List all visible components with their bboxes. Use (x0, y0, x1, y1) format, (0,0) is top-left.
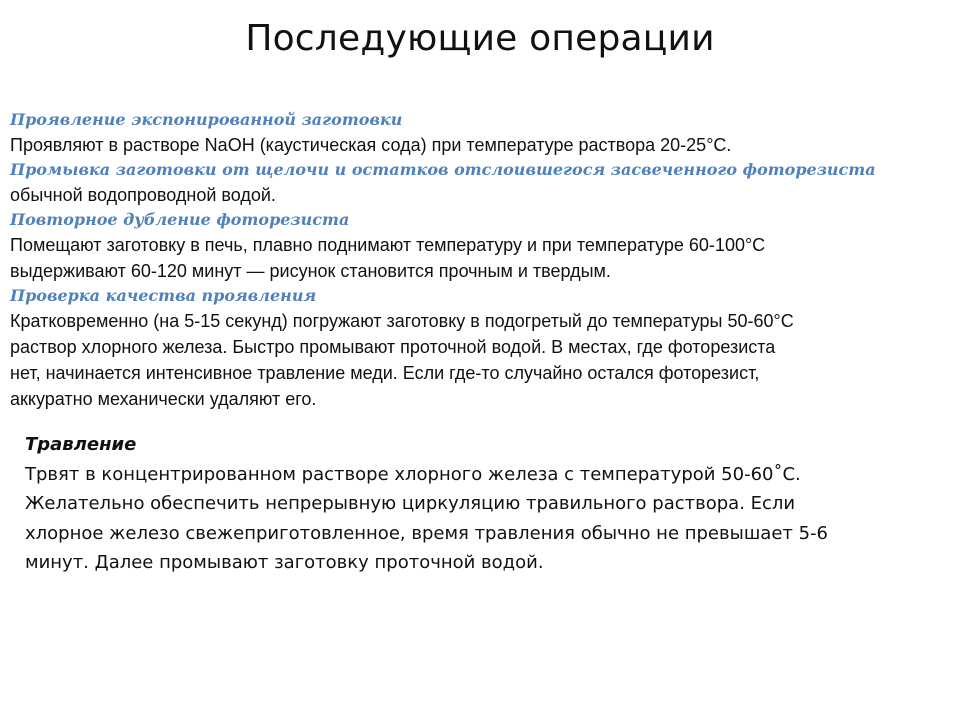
section-tanning (10, 208, 940, 284)
section-text (10, 182, 940, 208)
etching-heading: Травление (25, 434, 137, 455)
section-text (10, 132, 940, 158)
section-heading: Промывка заготовки от щелочи и остатков отслоившегося засвеченного фоторезиста (10, 160, 876, 179)
section-heading: Проверка качества проявления (10, 286, 317, 305)
text-line: минут. Далее промывают заготовку проточной водой. (25, 552, 544, 573)
etching-section (25, 430, 925, 578)
slide-title: Последующие операции (245, 18, 715, 59)
text-line: раствор хлорного железа. Быстро промывают проточной водой. В местах, где фоторезиста (10, 337, 776, 357)
text-line: выдерживают 60-120 минут — рисунок становится прочным и твердым. (10, 261, 611, 281)
text-line: Проявляют в растворе NaOH (каустическая сода) при температуре раствора 20-25°С. (10, 135, 732, 155)
section-quality-check (10, 284, 940, 412)
section-heading: Проявление экспонированной заготовки (10, 110, 403, 129)
text-line: хлорное железо свежеприготовленное, время травления обычно не превышает 5-6 (25, 522, 829, 544)
text-line: нет, начинается интенсивное травление меди. Если где-то случайно остался фоторезист, (10, 363, 760, 383)
text-line: Помещают заготовку в печь, плавно поднимают температуру и при температуре 60-100°С (10, 235, 766, 255)
section-rinse (10, 158, 940, 208)
text-line: Кратковременно (на 5-15 секунд) погружают заготовку в подогретый до температуры 50-60°С (10, 311, 794, 331)
operations-list (10, 108, 940, 412)
section-text (10, 232, 940, 284)
section-development (10, 108, 940, 158)
text-line: аккуратно механически удаляют его. (10, 389, 317, 409)
section-text (10, 308, 940, 412)
text-line: обычной водопроводной водой. (10, 185, 276, 205)
section-heading: Повторное дубление фоторезиста (10, 210, 350, 229)
text-line: Трвят в концентрированном растворе хлорного железа с температурой 50-60˚С. (25, 463, 801, 485)
text-line: Желательно обеспечить непрерывную циркуляцию травильного раствора. Если (25, 493, 796, 514)
